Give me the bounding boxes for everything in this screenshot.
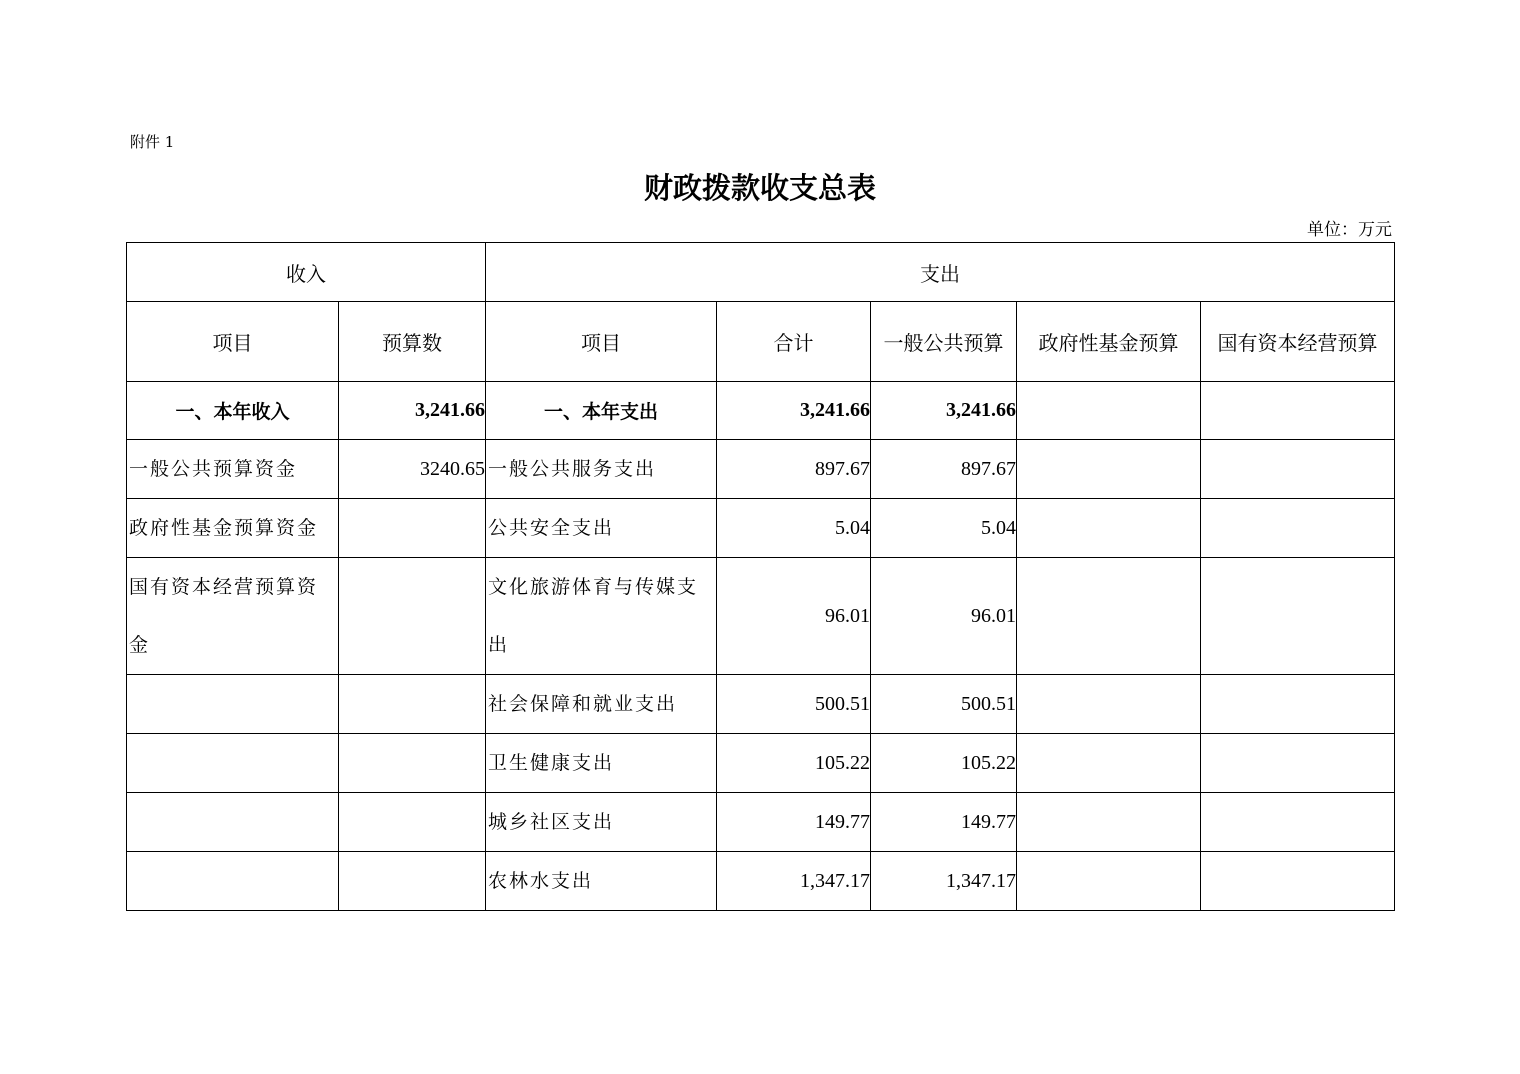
expense-item: 文化旅游体育与传媒支出 — [486, 558, 717, 675]
expense-item: 城乡社区支出 — [486, 793, 717, 852]
expense-item: 卫生健康支出 — [486, 734, 717, 793]
table-row — [127, 558, 1395, 675]
expense-capital — [1201, 675, 1395, 734]
budget-table — [126, 242, 1395, 911]
income-item: 一般公共预算资金 — [127, 440, 339, 499]
income-group-header: 收入 — [127, 243, 486, 302]
table-row — [127, 499, 1395, 558]
col-header-total: 合计 — [717, 302, 871, 382]
attachment-label: 附件 1 — [130, 133, 175, 151]
expense-fund — [1017, 852, 1201, 911]
table-row — [127, 675, 1395, 734]
expense-general: 105.22 — [871, 734, 1017, 793]
group-header-row — [127, 243, 1395, 302]
expense-total: 897.67 — [717, 440, 871, 499]
income-item — [127, 852, 339, 911]
expense-capital — [1201, 793, 1395, 852]
income-amount — [339, 675, 486, 734]
column-header-row — [127, 302, 1395, 382]
table-row — [127, 440, 1395, 499]
expense-total: 3,241.66 — [717, 382, 871, 440]
income-item: 政府性基金预算资金 — [127, 499, 339, 558]
expense-item: 公共安全支出 — [486, 499, 717, 558]
expense-fund — [1017, 382, 1201, 440]
expense-total: 96.01 — [717, 558, 871, 675]
expense-fund — [1017, 734, 1201, 793]
expense-capital — [1201, 558, 1395, 675]
col-header-capital-budget: 国有资本经营预算 — [1201, 302, 1395, 382]
col-header-expense-item: 项目 — [486, 302, 717, 382]
expense-fund — [1017, 675, 1201, 734]
col-header-income-amount: 预算数 — [339, 302, 486, 382]
income-item — [127, 734, 339, 793]
table-row — [127, 734, 1395, 793]
expense-item: 社会保障和就业支出 — [486, 675, 717, 734]
expense-general: 5.04 — [871, 499, 1017, 558]
expense-item: 一、本年支出 — [486, 382, 717, 440]
expense-capital — [1201, 852, 1395, 911]
expense-fund — [1017, 793, 1201, 852]
income-amount — [339, 734, 486, 793]
income-amount: 3,241.66 — [339, 382, 486, 440]
table-row — [127, 793, 1395, 852]
income-amount — [339, 499, 486, 558]
income-amount — [339, 852, 486, 911]
income-amount — [339, 793, 486, 852]
expense-general: 1,347.17 — [871, 852, 1017, 911]
table-row-total — [127, 382, 1395, 440]
expense-general: 3,241.66 — [871, 382, 1017, 440]
table-row — [127, 852, 1395, 911]
page-title: 财政拨款收支总表 — [643, 171, 876, 205]
expense-capital — [1201, 499, 1395, 558]
expense-total: 1,347.17 — [717, 852, 871, 911]
expense-fund — [1017, 558, 1201, 675]
expense-capital — [1201, 440, 1395, 499]
expense-group-header: 支出 — [486, 243, 1395, 302]
income-item: 一、本年收入 — [127, 382, 339, 440]
income-item: 国有资本经营预算资金 — [127, 558, 339, 675]
income-amount: 3240.65 — [339, 440, 486, 499]
expense-total: 105.22 — [717, 734, 871, 793]
expense-general: 500.51 — [871, 675, 1017, 734]
col-header-income-item: 项目 — [127, 302, 339, 382]
expense-general: 897.67 — [871, 440, 1017, 499]
expense-item: 一般公共服务支出 — [486, 440, 717, 499]
expense-capital — [1201, 382, 1395, 440]
expense-fund — [1017, 499, 1201, 558]
expense-total: 149.77 — [717, 793, 871, 852]
col-header-fund-budget: 政府性基金预算 — [1017, 302, 1201, 382]
unit-label: 单位：万元 — [1307, 220, 1392, 240]
expense-total: 500.51 — [717, 675, 871, 734]
expense-item: 农林水支出 — [486, 852, 717, 911]
income-item — [127, 793, 339, 852]
income-item — [127, 675, 339, 734]
expense-fund — [1017, 440, 1201, 499]
expense-general: 96.01 — [871, 558, 1017, 675]
income-amount — [339, 558, 486, 675]
expense-total: 5.04 — [717, 499, 871, 558]
expense-capital — [1201, 734, 1395, 793]
expense-general: 149.77 — [871, 793, 1017, 852]
col-header-general-budget: 一般公共预算 — [871, 302, 1017, 382]
